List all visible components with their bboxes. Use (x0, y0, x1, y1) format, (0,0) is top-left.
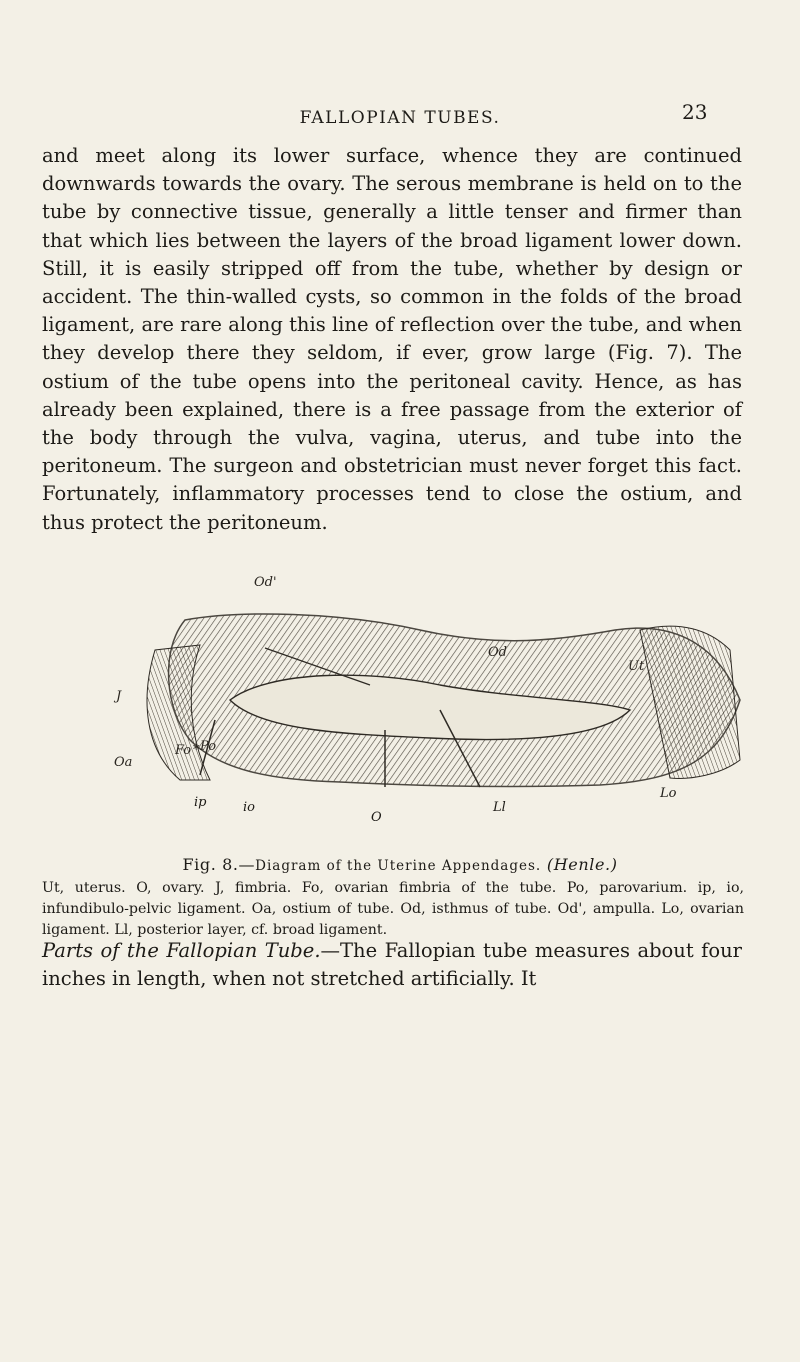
label-oa: Oa (114, 755, 133, 770)
uterine-appendages-diagram (40, 575, 762, 790)
label-o: O (371, 810, 382, 825)
section-heading: Parts of the Fallopian Tube. (42, 939, 321, 962)
body-paragraph: and meet along its lower surface, whence they are continued downwards towards the ovary. The serous membrane is held on to the tube by connective tissue, generally a little tenser and firmer than that which lies between the layers of the broad ligament lower down. Still, it is easily stripped off from the tube, whether by design or accident. The thin-walled cysts, so common in the folds of the broad ligament, are rare along this line of reflection over the tube, and when they develop there they seldom, if ever, grow large (Fig. 7). The ostium of the tube opens into the peritoneal cavity. Hence, as has already been explained, there is a free passage from the exterior of the body through the vulva, vagina, uterus, and tube into the peritoneum. The surgeon and obstetrician must never forget this fact. Fortunately, inflammatory processes tend to close the ostium, and thus protect the peritoneum. (42, 144, 742, 534)
label-star: * (193, 743, 200, 758)
lower-figure-labels (0, 786, 800, 850)
label-od: Od (488, 645, 507, 660)
label-ip: ip (194, 795, 207, 810)
label-fo: Fo (175, 743, 192, 758)
section-text: —The Fallopian tube measures about four inches in length, when not stretched artificially. It (42, 939, 742, 990)
label-od-prime: Od' (254, 575, 277, 590)
caption-title: Diagram of the Uterine Appendages. (255, 858, 542, 874)
caption-source: (Henle.) (546, 855, 618, 874)
label-lo: Lo (660, 786, 677, 801)
running-head: FALLOPIAN TUBES. (299, 108, 501, 128)
figure-legend: Ut, uterus. O, ovary. J, fimbria. Fo, ovarian fimbria of the tube. Po, parovarium. ip, io, infundibulo-pelvic ligament. Oa, ostium of tube. Od, isthmus of tube. Od', ampulla. Lo, ovarian ligament. Ll, posterior layer, cf. broad ligament. (42, 880, 744, 938)
label-io: io (243, 800, 255, 815)
label-po: Po (200, 739, 217, 754)
caption-prefix: Fig. 8.— (182, 855, 256, 874)
label-j: J (116, 689, 122, 704)
page-number: 23 (682, 100, 708, 124)
label-ll: Ll (493, 800, 506, 815)
section-paragraph (42, 937, 742, 993)
figure-caption (0, 855, 800, 874)
label-ut: Ut (628, 659, 645, 674)
